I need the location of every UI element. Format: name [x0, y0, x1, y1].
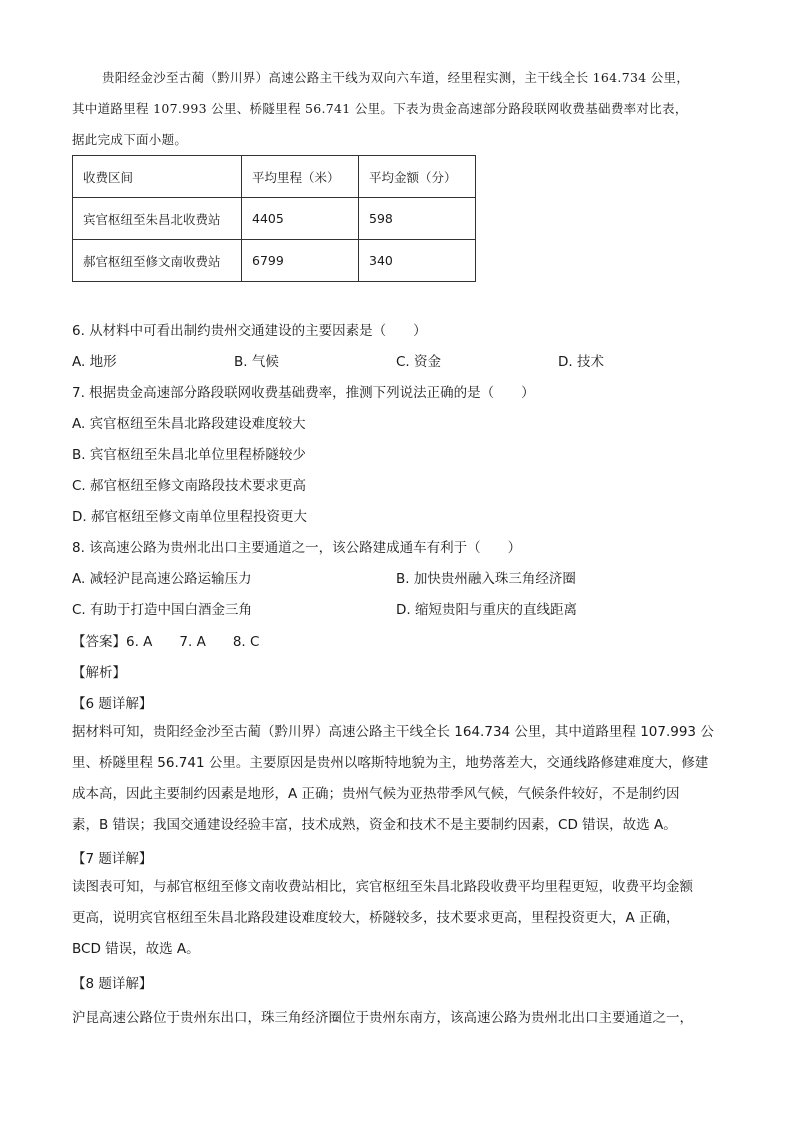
- table-header-cell: 平均金额（分）: [359, 156, 476, 198]
- table-cell: 598: [359, 198, 476, 240]
- detail-7-line: 更高，说明宾官枢纽至朱昌北路段建设难度较大，桥隧较多，技术要求更高，里程投资更大，A 正确，: [72, 910, 680, 926]
- table-cell: 宾官枢纽至朱昌北收费站: [73, 198, 242, 240]
- question-6-stem: 6. 从材料中可看出制约贵州交通建设的主要因素是（ ）: [72, 323, 427, 339]
- question-7-option-a: A. 宾官枢纽至朱昌北路段建设难度较大: [72, 416, 306, 432]
- table-header-cell: 收费区间: [73, 156, 242, 198]
- detail-6-line: 素，B 错误；我国交通建设经验丰富，技术成熟，资金和技术不是主要制约因素，CD 错误，故选 A。: [72, 817, 677, 833]
- question-8-option-a: A. 减轻沪昆高速公路运输压力: [72, 571, 252, 587]
- answer-text: 6. A 7. A 8. C: [126, 634, 260, 650]
- question-7-stem: 7. 根据贵金高速部分路段联网收费基础费率，推测下列说法正确的是（ ）: [72, 385, 535, 401]
- answer-label: 【答案】: [72, 634, 126, 650]
- table-header-cell: 平均里程（米）: [242, 156, 359, 198]
- question-8-stem: 8. 该高速公路为贵州北出口主要通道之一，该公路建成通车有利于（ ）: [72, 540, 522, 556]
- table-cell: 6799: [242, 240, 359, 282]
- question-7-option-c: C. 郝官枢纽至修文南路段技术要求更高: [72, 478, 307, 494]
- question-6-option-a: A. 地形: [72, 354, 117, 370]
- detail-7-line: BCD 错误，故选 A。: [72, 941, 200, 957]
- intro-line-1: 贵阳经金沙至古蔺（黔川界）高速公路主干线为双向六车道，经里程实测，主干线全长 164.734 公里，: [102, 70, 690, 85]
- question-6-option-c: C. 资金: [396, 354, 442, 370]
- detail-8-text: [72, 1003, 724, 1034]
- answer-line: [72, 630, 259, 650]
- detail-6-line: 据材料可知，贵阳经金沙至古蔺（黔川界）高速公路主干线全长 164.734 公里，其中道路里程 107.993 公: [72, 724, 714, 740]
- question-8-option-d: D. 缩短贵阳与重庆的直线距离: [396, 602, 577, 618]
- table-cell: 4405: [242, 198, 359, 240]
- detail-8-line: 沪昆高速公路位于贵州东出口，珠三角经济圈位于贵州东南方，该高速公路为贵州北出口主要通道之一，: [72, 1010, 693, 1026]
- table-cell: 340: [359, 240, 476, 282]
- intro-line-2: 其中道路里程 107.993 公里、桥隧里程 56.741 公里。下表为贵金高速部分路段联网收费基础费率对比表，: [72, 101, 688, 116]
- toll-rate-table: [72, 155, 476, 282]
- detail-7-line: 读图表可知，与郝官枢纽至修文南收费站相比，宾官枢纽至朱昌北路段收费平均里程更短，收费平均金额: [72, 879, 693, 895]
- detail-6-label: 【6 题详解】: [72, 696, 153, 712]
- question-7-option-b: B. 宾官枢纽至朱昌北单位里程桥隧较少: [72, 447, 306, 463]
- table-cell: 郝官枢纽至修文南收费站: [73, 240, 242, 282]
- question-8-option-b: B. 加快贵州融入珠三角经济圈: [396, 571, 576, 587]
- question-6-option-b: B. 气候: [234, 354, 279, 370]
- detail-8-label: 【8 题详解】: [72, 976, 153, 992]
- question-6-option-d: D. 技术: [558, 354, 604, 370]
- intro-paragraph: [72, 62, 732, 155]
- analysis-label: 【解析】: [72, 665, 126, 681]
- question-7-option-d: D. 郝官枢纽至修文南单位里程投资更大: [72, 509, 307, 525]
- detail-6-text: [72, 717, 724, 841]
- detail-6-line: 里、桥隧里程 56.741 公里。主要原因是贵州以喀斯特地貌为主，地势落差大，交通线路修建难度大，修建: [72, 755, 709, 771]
- detail-7-label: 【7 题详解】: [72, 851, 153, 867]
- detail-7-text: [72, 872, 724, 965]
- table-row: [73, 240, 476, 282]
- intro-line-3: 据此完成下面小题。: [72, 132, 188, 147]
- question-8-option-c: C. 有助于打造中国白酒金三角: [72, 602, 253, 618]
- detail-6-line: 成本高，因此主要制约因素是地形，A 正确；贵州气候为亚热带季风气候，气候条件较好，不是制约因: [72, 786, 680, 802]
- table-header-row: [73, 156, 476, 198]
- table-row: [73, 198, 476, 240]
